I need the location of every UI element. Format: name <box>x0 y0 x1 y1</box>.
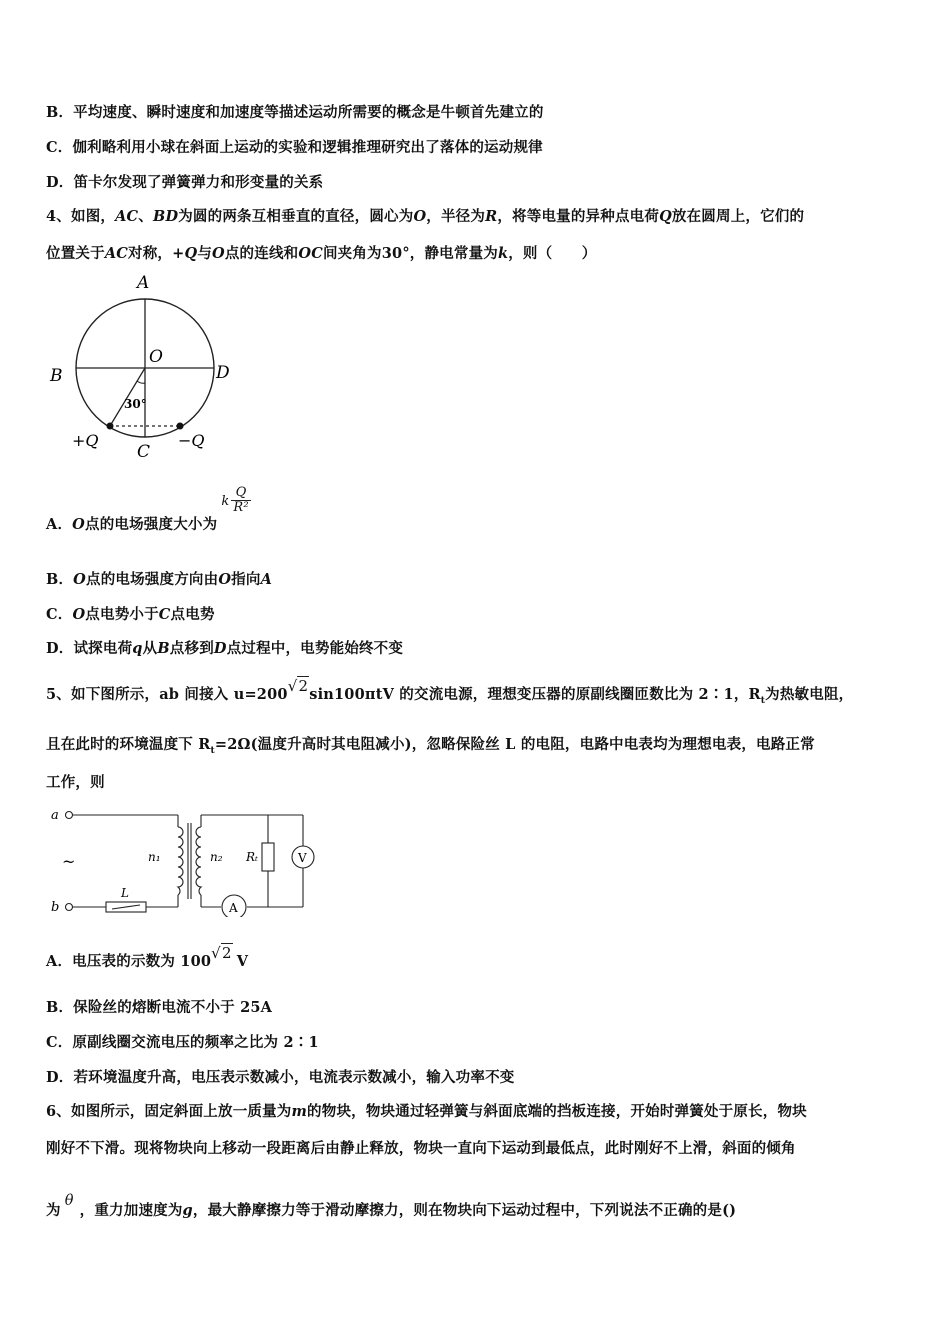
q5-option-c: C．原副线圈交流电压的频率之比为 2∶1 <box>46 1034 319 1051</box>
q3-option-b: B．平均速度、瞬时速度和加速度等描述运动所需要的概念是牛顿首先建立的 <box>46 104 544 121</box>
q3-option-d: D．笛卡尔发现了弹簧弹力和形变量的关系 <box>46 174 324 191</box>
q5-stem-line1: 5、如下图所示，ab 间接入 u=200√2sin100πtV 的交流电源，理想变压器的原副线圈匝数比为 2∶1，$R_t$为热敏电阻， <box>46 677 854 706</box>
label-source: ~ <box>62 852 76 871</box>
voltmeter-label: V <box>298 851 307 865</box>
q5-stem-line3: 工作，则 <box>46 774 105 791</box>
q5-option-d: D．若环境温度升高，电压表示数减小，电流表示数减小，输入功率不变 <box>46 1069 515 1086</box>
q4-circle-figure <box>40 268 250 468</box>
q4-option-d: D．试探电荷q从B点移到D点过程中，电势能始终不变 <box>46 640 404 657</box>
label-a: A <box>137 273 150 293</box>
q5-option-a: A．电压表的示数为 100√2 V <box>46 944 249 970</box>
q5-circuit-figure <box>48 805 333 917</box>
label-n1: n₁ <box>148 850 161 864</box>
q4-stem-line1: 4、如图，AC、BD为圆的两条互相垂直的直径，圆心为O，半径为R，将等电量的异种点电荷Q放在圆周上，它们的 <box>46 208 805 225</box>
q4-option-b: B．O点的电场强度方向由O指向A <box>46 571 273 588</box>
q4-stem-line2: 位置关于AC对称，+Q与O点的连线和OC间夹角为30°，静电常量为k，则（ ） <box>46 245 597 262</box>
label-o: O <box>149 347 163 367</box>
label-angle: 30° <box>124 397 147 411</box>
q4-option-c: C．O点电势小于C点电势 <box>46 606 215 623</box>
label-b-terminal: b <box>51 900 60 915</box>
q6-stem-line3: 为θ，重力加速度为g，最大静摩擦力等于滑动摩擦力，则在物块向下运动过程中，下列说法不正确的是() <box>46 1193 737 1219</box>
q6-stem-line2: 刚好不下滑。现将物块向上移动一段距离后由静止释放，物块一直向下运动到最低点，此时刚好不上滑，斜面的倾角 <box>46 1140 796 1157</box>
label-plus-q: +Q <box>72 431 99 450</box>
label-d: D <box>216 363 230 383</box>
angle-arc <box>137 381 145 383</box>
plus-q-charge <box>107 423 114 430</box>
label-a-terminal: a <box>51 808 59 823</box>
label-minus-q: −Q <box>178 431 205 450</box>
label-c: C <box>137 442 151 462</box>
q4-option-a: A．O点的电场强度大小为k $\frac{Q}{\text{R²}}$ <box>46 485 249 533</box>
label-n2: n₂ <box>210 850 223 864</box>
q3-option-c: C．伽利略利用小球在斜面上运动的实验和逻辑推理研究出了落体的运动规律 <box>46 139 543 156</box>
label-rt: Rₜ <box>246 850 258 864</box>
minus-q-charge <box>177 423 184 430</box>
label-b: B <box>50 366 63 386</box>
q5-stem-line2: 且在此时的环境温度下 $R_t=2\Omega$(温度升高时其电阻减小)，忽略保险丝 L 的电阻，电路中电表均为理想电表，电路正常 <box>46 736 815 756</box>
q5-option-b: B．保险丝的熔断电流不小于 25A <box>46 999 273 1016</box>
q6-stem-line1: 6、如图所示，固定斜面上放一质量为m的物块，物块通过轻弹簧与斜面底端的挡板连接，开始时弹簧处于原长，物块 <box>46 1103 807 1120</box>
ammeter-label: A <box>229 901 238 915</box>
label-l: L <box>121 886 129 900</box>
